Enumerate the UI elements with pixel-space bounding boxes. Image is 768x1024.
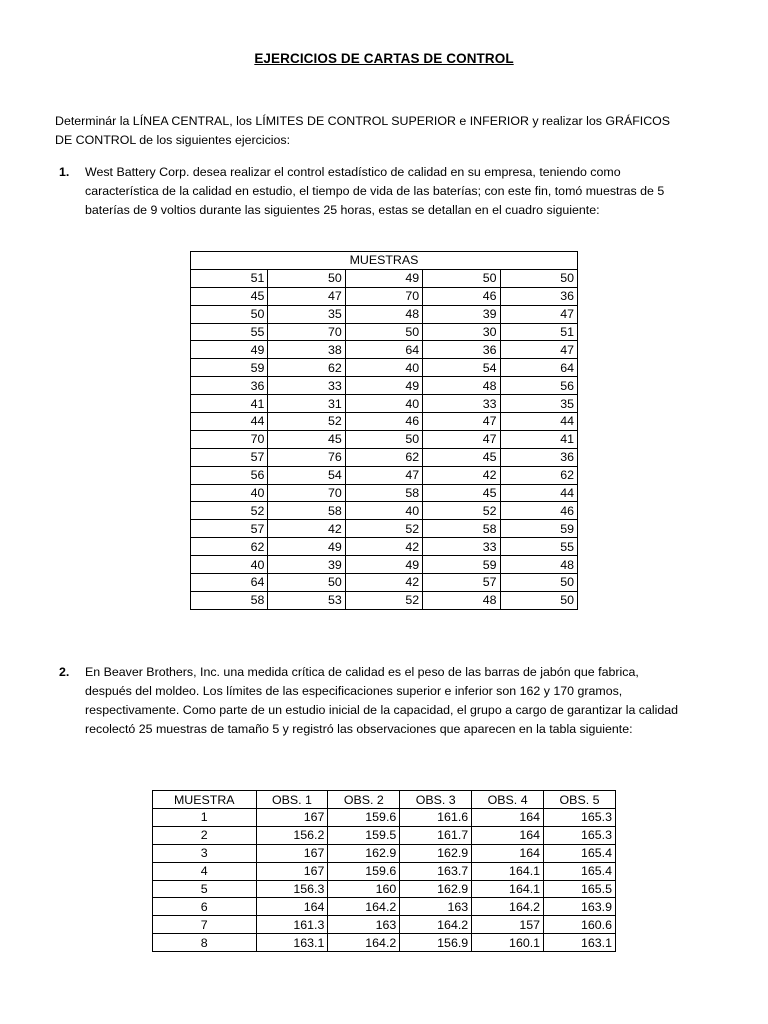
- observation-cell: 164: [472, 826, 544, 844]
- table-cell: 47: [500, 341, 577, 359]
- table-cell: 35: [500, 395, 577, 413]
- observation-cell: 165.5: [544, 880, 616, 898]
- table-cell: 38: [268, 341, 345, 359]
- table-row: [191, 395, 578, 413]
- table-cell: 33: [423, 538, 500, 556]
- table-cell: 55: [191, 323, 268, 341]
- table-row: [153, 880, 616, 898]
- table-cell: 62: [345, 448, 422, 466]
- table-cell: 57: [191, 448, 268, 466]
- table-cell: 50: [268, 269, 345, 287]
- sample-number-cell: 2: [153, 826, 257, 844]
- observation-cell: 164.1: [472, 862, 544, 880]
- table-row: [153, 862, 616, 880]
- table-cell: 30: [423, 323, 500, 341]
- table-cell: 49: [345, 377, 422, 395]
- table-cell: 45: [268, 430, 345, 448]
- table-cell: 49: [345, 556, 422, 574]
- table-row: [191, 359, 578, 377]
- table-cell: 64: [191, 574, 268, 592]
- table-row: [191, 413, 578, 431]
- table-cell: 64: [500, 359, 577, 377]
- sample-number-cell: 3: [153, 844, 257, 862]
- table-cell: 49: [191, 341, 268, 359]
- table-cell: 51: [191, 269, 268, 287]
- table-cell: 46: [500, 502, 577, 520]
- observation-cell: 159.5: [328, 826, 400, 844]
- observation-cell: 159.6: [328, 809, 400, 827]
- table-cell: 47: [423, 413, 500, 431]
- observation-cell: 156.2: [256, 826, 328, 844]
- table-row: [191, 502, 578, 520]
- table-cell: 62: [500, 466, 577, 484]
- observation-cell: 164: [256, 898, 328, 916]
- sample-number-cell: 8: [153, 934, 257, 952]
- observation-cell: 163.9: [544, 898, 616, 916]
- table-cell: 50: [268, 574, 345, 592]
- observation-cell: 161.6: [400, 809, 472, 827]
- table-cell: 59: [191, 359, 268, 377]
- observation-cell: 160.1: [472, 934, 544, 952]
- table-cell: 44: [500, 413, 577, 431]
- observation-cell: 162.9: [400, 844, 472, 862]
- table-cell: 42: [423, 466, 500, 484]
- table-cell: 36: [500, 448, 577, 466]
- table-row: [191, 341, 578, 359]
- observation-cell: 164: [472, 809, 544, 827]
- table-cell: 47: [500, 305, 577, 323]
- table-cell: 42: [268, 520, 345, 538]
- table-cell: 58: [423, 520, 500, 538]
- observation-cell: 163: [328, 916, 400, 934]
- sample-number-cell: 1: [153, 809, 257, 827]
- table-cell: 70: [268, 484, 345, 502]
- table-cell: 52: [345, 591, 422, 609]
- document-title: EJERCICIOS DE CARTAS DE CONTROL: [254, 51, 514, 66]
- observation-cell: 163.7: [400, 862, 472, 880]
- observation-cell: 162.9: [400, 880, 472, 898]
- observation-cell: 163.1: [544, 934, 616, 952]
- table-cell: 41: [191, 395, 268, 413]
- table-cell: 40: [345, 502, 422, 520]
- table-row: [191, 448, 578, 466]
- table-cell: 58: [268, 502, 345, 520]
- table-cell: 53: [268, 591, 345, 609]
- table-cell: 33: [423, 395, 500, 413]
- table-cell: 52: [423, 502, 500, 520]
- table-cell: 44: [191, 413, 268, 431]
- observation-cell: 164.2: [400, 916, 472, 934]
- observation-cell: 160.6: [544, 916, 616, 934]
- table-row: [191, 269, 578, 287]
- table-cell: 56: [191, 466, 268, 484]
- observation-cell: 157: [472, 916, 544, 934]
- table-cell: 36: [191, 377, 268, 395]
- observation-cell: 164.2: [328, 898, 400, 916]
- observation-cell: 167: [256, 844, 328, 862]
- observation-cell: 164.2: [328, 934, 400, 952]
- observation-cell: 162.9: [328, 844, 400, 862]
- table-row: [191, 430, 578, 448]
- table-cell: 52: [191, 502, 268, 520]
- sample-number-cell: 5: [153, 880, 257, 898]
- table-cell: 48: [500, 556, 577, 574]
- observation-cell: 167: [256, 862, 328, 880]
- observation-cell: 156.9: [400, 934, 472, 952]
- table-cell: 36: [500, 287, 577, 305]
- observation-cell: 164.1: [472, 880, 544, 898]
- observation-cell: 165.3: [544, 826, 616, 844]
- observation-cell: 165.4: [544, 862, 616, 880]
- table-cell: 49: [268, 538, 345, 556]
- column-header: OBS. 4: [472, 791, 544, 809]
- table-cell: 50: [345, 430, 422, 448]
- batteries-table-header: MUESTRAS: [191, 252, 578, 270]
- column-header: OBS. 3: [400, 791, 472, 809]
- table-cell: 50: [423, 269, 500, 287]
- table-cell: 44: [500, 484, 577, 502]
- table-cell: 39: [268, 556, 345, 574]
- table-cell: 52: [268, 413, 345, 431]
- table-cell: 48: [345, 305, 422, 323]
- sample-number-cell: 4: [153, 862, 257, 880]
- observation-cell: 165.3: [544, 809, 616, 827]
- table-row: [191, 538, 578, 556]
- table-cell: 50: [500, 574, 577, 592]
- table-row: [191, 466, 578, 484]
- table-cell: 70: [345, 287, 422, 305]
- exercise-2-text: En Beaver Brothers, Inc. una medida crítica de calidad es el peso de las barras de jabón que fabrica, después del moldeo. Los límites de las especificaciones superior e inferior son 162 y 170 gramos, respectivamente. Como parte de un estudio inicial de la capacidad, el grupo a cargo de garantizar la calidad recolectó 25 muestras de tamaño 5 y registró las observaciones que aparecen en la tabla siguiente:: [85, 665, 679, 736]
- table-cell: 40: [191, 556, 268, 574]
- table-cell: 62: [191, 538, 268, 556]
- table-cell: 54: [268, 466, 345, 484]
- soap-bars-table-header-row: [153, 791, 616, 809]
- table-cell: 51: [500, 323, 577, 341]
- table-cell: 64: [345, 341, 422, 359]
- table-row: [153, 916, 616, 934]
- soap-bars-table-body: [153, 809, 616, 952]
- batteries-table: [190, 251, 578, 610]
- table-row: [153, 826, 616, 844]
- table-cell: 62: [268, 359, 345, 377]
- table-cell: 45: [423, 484, 500, 502]
- table-cell: 58: [191, 591, 268, 609]
- table-cell: 58: [345, 484, 422, 502]
- table-cell: 42: [345, 574, 422, 592]
- column-header: OBS. 1: [256, 791, 328, 809]
- intro-paragraph: Determinár la LÍNEA CENTRAL, los LÍMITES DE CONTROL SUPERIOR e INFERIOR y realizar los GRÁFICOS DE CONTROL de los siguientes ejercicios:: [55, 114, 671, 147]
- exercise-2-number: 2.: [59, 665, 70, 679]
- table-row: [191, 591, 578, 609]
- table-cell: 56: [500, 377, 577, 395]
- table-cell: 47: [345, 466, 422, 484]
- table-cell: 50: [345, 323, 422, 341]
- table-row: [191, 377, 578, 395]
- table-cell: 35: [268, 305, 345, 323]
- column-header: MUESTRA: [153, 791, 257, 809]
- table-cell: 42: [345, 538, 422, 556]
- table-cell: 50: [500, 269, 577, 287]
- table-cell: 47: [423, 430, 500, 448]
- table-cell: 50: [500, 591, 577, 609]
- table-cell: 40: [345, 395, 422, 413]
- exercise-1-text: West Battery Corp. desea realizar el control estadístico de calidad en su empresa, teniendo como característica de la calidad en estudio, el tiempo de vida de las baterías; con este fin, tomó muestras de 5 baterías de 9 voltios durante las siguientes 25 horas, estas se detallan en el cuadro siguiente:: [85, 165, 665, 217]
- table-row: [191, 484, 578, 502]
- observation-cell: 160: [328, 880, 400, 898]
- table-cell: 36: [423, 341, 500, 359]
- table-cell: 48: [423, 591, 500, 609]
- table-row: [153, 898, 616, 916]
- sample-number-cell: 7: [153, 916, 257, 934]
- table-cell: 40: [345, 359, 422, 377]
- table-cell: 31: [268, 395, 345, 413]
- table-cell: 76: [268, 448, 345, 466]
- exercise-1-number: 1.: [59, 165, 70, 179]
- table-cell: 48: [423, 377, 500, 395]
- table-cell: 50: [191, 305, 268, 323]
- observation-cell: 161.3: [256, 916, 328, 934]
- table-row: [191, 305, 578, 323]
- batteries-table-body: [191, 269, 578, 609]
- observation-cell: 163.1: [256, 934, 328, 952]
- observation-cell: 164.2: [472, 898, 544, 916]
- soap-bars-table: [152, 790, 616, 952]
- table-row: [153, 934, 616, 952]
- table-cell: 57: [423, 574, 500, 592]
- table-cell: 70: [268, 323, 345, 341]
- table-cell: 59: [423, 556, 500, 574]
- table-row: [153, 844, 616, 862]
- table-cell: 39: [423, 305, 500, 323]
- table-row: [191, 574, 578, 592]
- table-cell: 45: [191, 287, 268, 305]
- table-cell: 70: [191, 430, 268, 448]
- table-row: [191, 520, 578, 538]
- table-cell: 59: [500, 520, 577, 538]
- table-cell: 40: [191, 484, 268, 502]
- table-cell: 33: [268, 377, 345, 395]
- observation-cell: 159.6: [328, 862, 400, 880]
- column-header: OBS. 2: [328, 791, 400, 809]
- observation-cell: 164: [472, 844, 544, 862]
- table-cell: 41: [500, 430, 577, 448]
- table-cell: 46: [423, 287, 500, 305]
- table-cell: 47: [268, 287, 345, 305]
- observation-cell: 167: [256, 809, 328, 827]
- table-cell: 55: [500, 538, 577, 556]
- sample-number-cell: 6: [153, 898, 257, 916]
- table-row: [153, 809, 616, 827]
- table-row: [191, 287, 578, 305]
- observation-cell: 156.3: [256, 880, 328, 898]
- table-row: [191, 556, 578, 574]
- table-cell: 54: [423, 359, 500, 377]
- observation-cell: 163: [400, 898, 472, 916]
- observation-cell: 161.7: [400, 826, 472, 844]
- table-cell: 49: [345, 269, 422, 287]
- table-cell: 52: [345, 520, 422, 538]
- table-cell: 46: [345, 413, 422, 431]
- observation-cell: 165.4: [544, 844, 616, 862]
- table-cell: 45: [423, 448, 500, 466]
- table-cell: 57: [191, 520, 268, 538]
- column-header: OBS. 5: [544, 791, 616, 809]
- table-row: [191, 323, 578, 341]
